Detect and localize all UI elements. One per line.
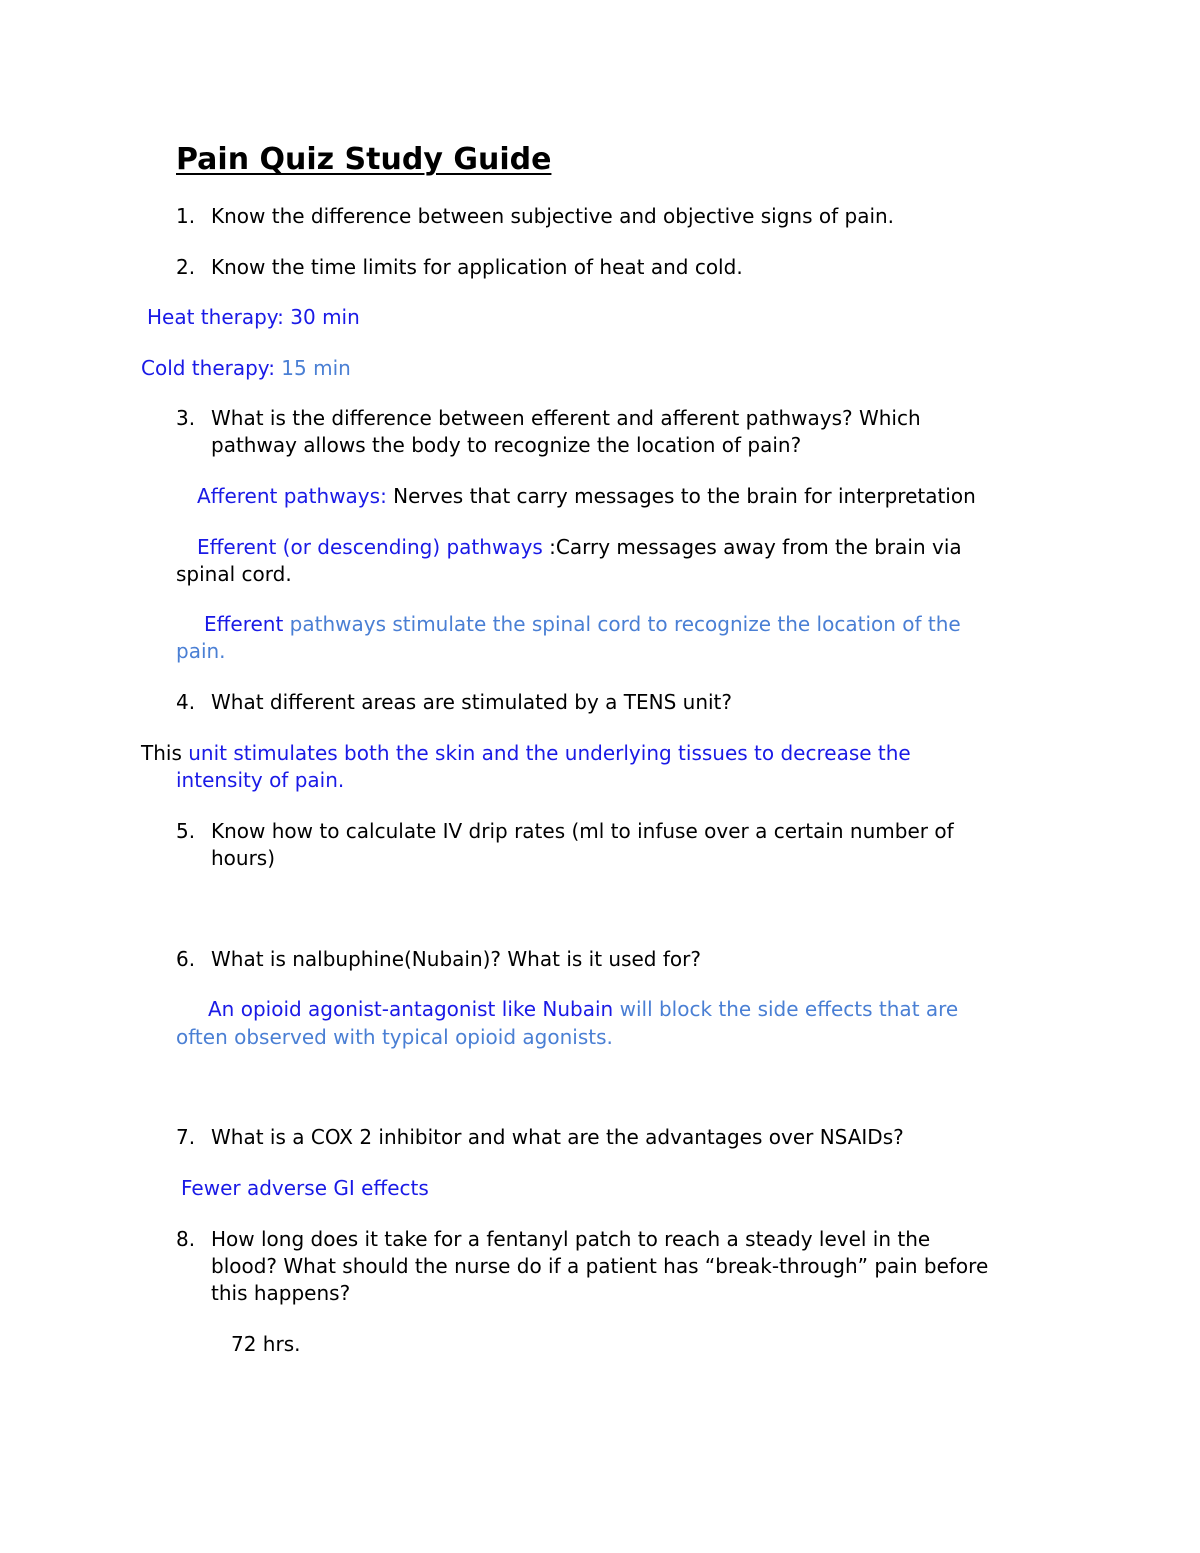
tens-answer-text: unit stimulates both the skin and the underlying tissues to decrease the: [181, 741, 911, 765]
cold-therapy-answer: [141, 355, 351, 382]
nubain-answer-part-2: will block the side effects that are: [613, 997, 959, 1021]
tens-answer: [141, 740, 911, 767]
tens-answer-lead: This: [141, 741, 182, 765]
efferent-word: Efferent: [204, 612, 284, 636]
efferent-label: Efferent (or descending) pathways: [197, 535, 543, 559]
efferent-stimulation-answer: [204, 611, 961, 638]
efferent-stimulation-text: pathways stimulate the spinal cord to recognize the location of the: [283, 612, 961, 636]
question-number: 1.: [176, 204, 196, 228]
question-text: What is nalbuphine(Nubain)? What is it used for?: [211, 947, 701, 971]
question-number: 5.: [176, 819, 196, 843]
question-text-line-1: What is the difference between efferent and afferent pathways? Which: [211, 406, 921, 430]
question-number: 2.: [176, 255, 196, 279]
tens-answer-line-2: intensity of pain.: [176, 768, 345, 792]
question-number: 8.: [176, 1227, 196, 1251]
efferent-answer: [197, 534, 962, 561]
page-title: Pain Quiz Study Guide: [176, 142, 552, 177]
question-text-line-1: How long does it take for a fentanyl patch to reach a steady level in the: [211, 1227, 931, 1251]
question-text-line-2: hours): [211, 846, 276, 870]
efferent-stimulation-line-2: pain.: [176, 639, 226, 663]
question-number: 6.: [176, 947, 196, 971]
nubain-answer-part-1: An opioid agonist-antagonist like Nubain: [208, 997, 614, 1021]
question-text-line-2: blood? What should the nurse do if a patient has “break-through” pain before: [211, 1254, 989, 1278]
afferent-answer: [197, 483, 976, 510]
cold-therapy-label: Cold therapy:: [141, 356, 282, 380]
cold-therapy-value: 15 min: [281, 356, 351, 380]
question-text-line-3: this happens?: [211, 1281, 351, 1305]
question-text-line-2: pathway allows the body to recognize the location of pain?: [211, 433, 802, 457]
afferent-text: Nerves that carry messages to the brain for interpretation: [386, 484, 976, 508]
nubain-answer: [208, 996, 958, 1023]
question-text: Know the difference between subjective and objective signs of pain.: [211, 204, 895, 228]
question-text: What different areas are stimulated by a TENS unit?: [211, 690, 733, 714]
fentanyl-answer: 72 hrs.: [231, 1332, 301, 1356]
heat-therapy-answer: Heat therapy: 30 min: [147, 305, 360, 329]
cox2-answer: Fewer adverse GI effects: [181, 1176, 429, 1200]
question-number: 4.: [176, 690, 196, 714]
efferent-text: :Carry messages away from the brain via: [542, 535, 962, 559]
question-text: What is a COX 2 inhibitor and what are the advantages over NSAIDs?: [211, 1125, 904, 1149]
efferent-text-line-2: spinal cord.: [176, 562, 292, 586]
question-number: 7.: [176, 1125, 196, 1149]
question-number: 3.: [176, 406, 196, 430]
question-text-line-1: Know how to calculate IV drip rates (ml to infuse over a certain number of: [211, 819, 954, 843]
nubain-answer-line-2: often observed with typical opioid agonists.: [176, 1025, 613, 1049]
afferent-label: Afferent pathways:: [197, 484, 387, 508]
question-text: Know the time limits for application of heat and cold.: [211, 255, 743, 279]
